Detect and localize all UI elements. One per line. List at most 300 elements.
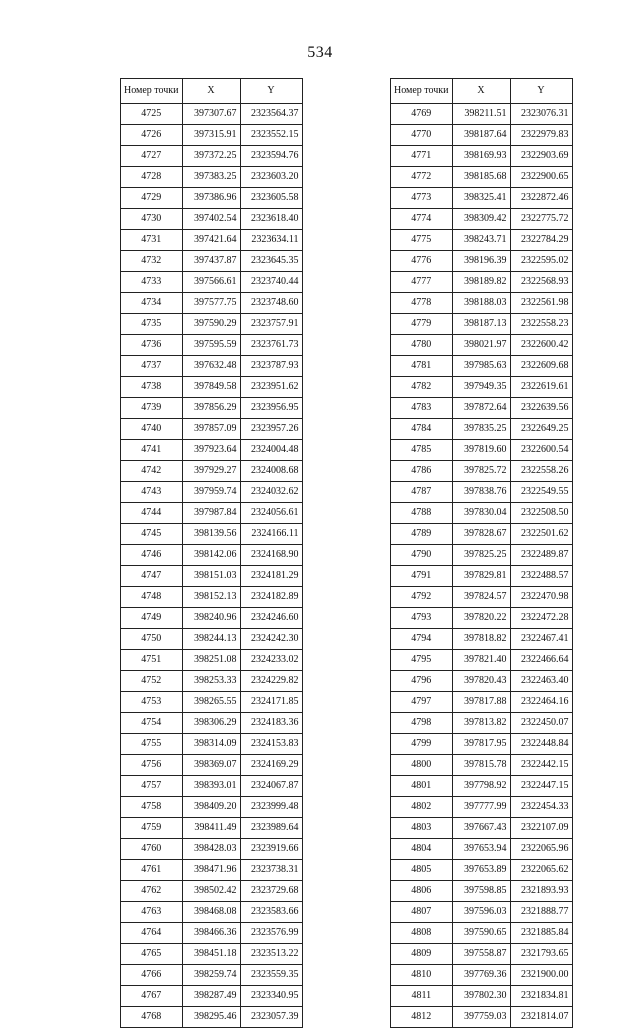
point-number-cell: 4751 bbox=[121, 650, 183, 671]
y-cell: 2324153.83 bbox=[240, 734, 302, 755]
table-row bbox=[121, 839, 303, 860]
y-cell: 2323740.44 bbox=[240, 272, 302, 293]
table-row bbox=[121, 461, 303, 482]
x-cell: 397817.95 bbox=[452, 734, 510, 755]
table-row bbox=[121, 944, 303, 965]
x-cell: 398468.08 bbox=[182, 902, 240, 923]
point-number-cell: 4749 bbox=[121, 608, 183, 629]
x-cell: 397835.25 bbox=[452, 419, 510, 440]
y-cell: 2324182.89 bbox=[240, 587, 302, 608]
point-number-cell: 4730 bbox=[121, 209, 183, 230]
x-cell: 398451.18 bbox=[182, 944, 240, 965]
y-cell: 2324056.61 bbox=[240, 503, 302, 524]
table-row bbox=[121, 902, 303, 923]
x-cell: 397829.81 bbox=[452, 566, 510, 587]
table-row bbox=[121, 314, 303, 335]
point-number-cell: 4773 bbox=[391, 188, 453, 209]
table-row bbox=[121, 419, 303, 440]
y-cell: 2324166.11 bbox=[240, 524, 302, 545]
y-cell: 2322107.09 bbox=[510, 818, 572, 839]
point-number-cell: 4731 bbox=[121, 230, 183, 251]
header-point-number: Номер точки bbox=[391, 79, 453, 104]
x-cell: 397872.64 bbox=[452, 398, 510, 419]
x-cell: 397802.30 bbox=[452, 986, 510, 1007]
x-cell: 398287.49 bbox=[182, 986, 240, 1007]
y-cell: 2324183.36 bbox=[240, 713, 302, 734]
table-row bbox=[121, 608, 303, 629]
point-number-cell: 4760 bbox=[121, 839, 183, 860]
point-number-cell: 4799 bbox=[391, 734, 453, 755]
table-row bbox=[121, 146, 303, 167]
x-cell: 397949.35 bbox=[452, 377, 510, 398]
y-cell: 2321834.81 bbox=[510, 986, 572, 1007]
table-row bbox=[391, 167, 573, 188]
point-number-cell: 4780 bbox=[391, 335, 453, 356]
table-row bbox=[391, 608, 573, 629]
y-cell: 2324169.29 bbox=[240, 755, 302, 776]
table-row bbox=[391, 209, 573, 230]
header-x: X bbox=[452, 79, 510, 104]
x-cell: 397307.67 bbox=[182, 104, 240, 125]
table-row bbox=[121, 734, 303, 755]
x-cell: 397857.09 bbox=[182, 419, 240, 440]
point-number-cell: 4797 bbox=[391, 692, 453, 713]
x-cell: 397595.59 bbox=[182, 335, 240, 356]
y-cell: 2322775.72 bbox=[510, 209, 572, 230]
point-number-cell: 4809 bbox=[391, 944, 453, 965]
point-number-cell: 4767 bbox=[121, 986, 183, 1007]
y-cell: 2324233.02 bbox=[240, 650, 302, 671]
table-row bbox=[121, 755, 303, 776]
point-number-cell: 4810 bbox=[391, 965, 453, 986]
x-cell: 397929.27 bbox=[182, 461, 240, 482]
x-cell: 398187.64 bbox=[452, 125, 510, 146]
x-cell: 397315.91 bbox=[182, 125, 240, 146]
y-cell: 2321885.84 bbox=[510, 923, 572, 944]
point-number-cell: 4743 bbox=[121, 482, 183, 503]
x-cell: 397987.84 bbox=[182, 503, 240, 524]
point-number-cell: 4789 bbox=[391, 524, 453, 545]
point-number-cell: 4779 bbox=[391, 314, 453, 335]
point-number-cell: 4793 bbox=[391, 608, 453, 629]
point-number-cell: 4726 bbox=[121, 125, 183, 146]
point-number-cell: 4761 bbox=[121, 860, 183, 881]
table-row bbox=[391, 314, 573, 335]
y-cell: 2323645.35 bbox=[240, 251, 302, 272]
y-cell: 2322448.84 bbox=[510, 734, 572, 755]
point-number-cell: 4762 bbox=[121, 881, 183, 902]
table-row bbox=[121, 692, 303, 713]
coordinates-table-right bbox=[390, 78, 573, 1028]
table-row bbox=[391, 650, 573, 671]
table-row bbox=[121, 587, 303, 608]
y-cell: 2323076.31 bbox=[510, 104, 572, 125]
y-cell: 2322065.62 bbox=[510, 860, 572, 881]
table-row bbox=[121, 377, 303, 398]
table-row bbox=[121, 440, 303, 461]
table-row bbox=[391, 377, 573, 398]
table-row bbox=[121, 545, 303, 566]
y-cell: 2324067.87 bbox=[240, 776, 302, 797]
x-cell: 398251.08 bbox=[182, 650, 240, 671]
point-number-cell: 4812 bbox=[391, 1007, 453, 1028]
table-row bbox=[391, 335, 573, 356]
y-cell: 2324171.85 bbox=[240, 692, 302, 713]
y-cell: 2322649.25 bbox=[510, 419, 572, 440]
y-cell: 2323340.95 bbox=[240, 986, 302, 1007]
y-cell: 2324246.60 bbox=[240, 608, 302, 629]
table-row bbox=[121, 524, 303, 545]
x-cell: 398393.01 bbox=[182, 776, 240, 797]
point-number-cell: 4802 bbox=[391, 797, 453, 818]
point-number-cell: 4803 bbox=[391, 818, 453, 839]
x-cell: 397825.72 bbox=[452, 461, 510, 482]
x-cell: 397759.03 bbox=[452, 1007, 510, 1028]
x-cell: 398185.68 bbox=[452, 167, 510, 188]
table-row bbox=[121, 629, 303, 650]
x-cell: 397632.48 bbox=[182, 356, 240, 377]
point-number-cell: 4788 bbox=[391, 503, 453, 524]
table-row bbox=[121, 566, 303, 587]
table-row bbox=[121, 167, 303, 188]
x-cell: 397402.54 bbox=[182, 209, 240, 230]
y-cell: 2323559.35 bbox=[240, 965, 302, 986]
x-cell: 398411.49 bbox=[182, 818, 240, 839]
x-cell: 398265.55 bbox=[182, 692, 240, 713]
x-cell: 398187.13 bbox=[452, 314, 510, 335]
x-cell: 398169.93 bbox=[452, 146, 510, 167]
y-cell: 2321900.00 bbox=[510, 965, 572, 986]
table-row bbox=[121, 650, 303, 671]
x-cell: 398188.03 bbox=[452, 293, 510, 314]
table-row bbox=[121, 335, 303, 356]
table-row bbox=[391, 902, 573, 923]
table-row bbox=[391, 692, 573, 713]
table-row bbox=[121, 398, 303, 419]
x-cell: 398325.41 bbox=[452, 188, 510, 209]
y-cell: 2323999.48 bbox=[240, 797, 302, 818]
x-cell: 397769.36 bbox=[452, 965, 510, 986]
y-cell: 2323957.26 bbox=[240, 419, 302, 440]
x-cell: 398196.39 bbox=[452, 251, 510, 272]
point-number-cell: 4777 bbox=[391, 272, 453, 293]
point-number-cell: 4725 bbox=[121, 104, 183, 125]
y-cell: 2322568.93 bbox=[510, 272, 572, 293]
point-number-cell: 4747 bbox=[121, 566, 183, 587]
point-number-cell: 4729 bbox=[121, 188, 183, 209]
y-cell: 2322595.02 bbox=[510, 251, 572, 272]
table-row bbox=[391, 923, 573, 944]
x-cell: 397838.76 bbox=[452, 482, 510, 503]
table-row bbox=[121, 188, 303, 209]
y-cell: 2323748.60 bbox=[240, 293, 302, 314]
table-row bbox=[121, 965, 303, 986]
y-cell: 2323576.99 bbox=[240, 923, 302, 944]
y-cell: 2322464.16 bbox=[510, 692, 572, 713]
y-cell: 2323738.31 bbox=[240, 860, 302, 881]
point-number-cell: 4768 bbox=[121, 1007, 183, 1028]
x-cell: 397817.88 bbox=[452, 692, 510, 713]
table-row bbox=[121, 503, 303, 524]
y-cell: 2322639.56 bbox=[510, 398, 572, 419]
point-number-cell: 4763 bbox=[121, 902, 183, 923]
header-y: Y bbox=[240, 79, 302, 104]
header-y: Y bbox=[510, 79, 572, 104]
x-cell: 398189.82 bbox=[452, 272, 510, 293]
y-cell: 2322549.55 bbox=[510, 482, 572, 503]
point-number-cell: 4758 bbox=[121, 797, 183, 818]
y-cell: 2322903.69 bbox=[510, 146, 572, 167]
point-number-cell: 4736 bbox=[121, 335, 183, 356]
y-cell: 2324181.29 bbox=[240, 566, 302, 587]
table-row bbox=[121, 272, 303, 293]
table-row bbox=[391, 356, 573, 377]
point-number-cell: 4811 bbox=[391, 986, 453, 1007]
x-cell: 397820.43 bbox=[452, 671, 510, 692]
point-number-cell: 4801 bbox=[391, 776, 453, 797]
table-row bbox=[391, 419, 573, 440]
y-cell: 2322600.54 bbox=[510, 440, 572, 461]
table-row bbox=[391, 944, 573, 965]
x-cell: 398314.09 bbox=[182, 734, 240, 755]
y-cell: 2323594.76 bbox=[240, 146, 302, 167]
table-header-row bbox=[121, 79, 303, 104]
x-cell: 397824.57 bbox=[452, 587, 510, 608]
x-cell: 397590.29 bbox=[182, 314, 240, 335]
point-number-cell: 4774 bbox=[391, 209, 453, 230]
y-cell: 2324168.90 bbox=[240, 545, 302, 566]
point-number-cell: 4757 bbox=[121, 776, 183, 797]
y-cell: 2323956.95 bbox=[240, 398, 302, 419]
x-cell: 398369.07 bbox=[182, 755, 240, 776]
y-cell: 2323787.93 bbox=[240, 356, 302, 377]
table-row bbox=[121, 818, 303, 839]
point-number-cell: 4796 bbox=[391, 671, 453, 692]
x-cell: 398240.96 bbox=[182, 608, 240, 629]
table-row bbox=[391, 818, 573, 839]
table-row bbox=[391, 482, 573, 503]
table-row bbox=[121, 713, 303, 734]
y-cell: 2322979.83 bbox=[510, 125, 572, 146]
x-cell: 398259.74 bbox=[182, 965, 240, 986]
y-cell: 2324229.82 bbox=[240, 671, 302, 692]
x-cell: 397566.61 bbox=[182, 272, 240, 293]
point-number-cell: 4742 bbox=[121, 461, 183, 482]
table-row bbox=[391, 188, 573, 209]
table-row bbox=[391, 755, 573, 776]
y-cell: 2322900.65 bbox=[510, 167, 572, 188]
coordinates-table-left bbox=[120, 78, 303, 1028]
table-row bbox=[121, 293, 303, 314]
point-number-cell: 4754 bbox=[121, 713, 183, 734]
table-row bbox=[121, 860, 303, 881]
table-row bbox=[121, 356, 303, 377]
x-cell: 397819.60 bbox=[452, 440, 510, 461]
x-cell: 397815.78 bbox=[452, 755, 510, 776]
y-cell: 2323729.68 bbox=[240, 881, 302, 902]
point-number-cell: 4728 bbox=[121, 167, 183, 188]
table-row bbox=[391, 461, 573, 482]
y-cell: 2323951.62 bbox=[240, 377, 302, 398]
point-number-cell: 4748 bbox=[121, 587, 183, 608]
point-number-cell: 4750 bbox=[121, 629, 183, 650]
point-number-cell: 4746 bbox=[121, 545, 183, 566]
x-cell: 398295.46 bbox=[182, 1007, 240, 1028]
point-number-cell: 4753 bbox=[121, 692, 183, 713]
y-cell: 2322501.62 bbox=[510, 524, 572, 545]
y-cell: 2322472.28 bbox=[510, 608, 572, 629]
table-row bbox=[391, 986, 573, 1007]
y-cell: 2321793.65 bbox=[510, 944, 572, 965]
point-number-cell: 4737 bbox=[121, 356, 183, 377]
y-cell: 2322454.33 bbox=[510, 797, 572, 818]
point-number-cell: 4778 bbox=[391, 293, 453, 314]
table-row bbox=[391, 965, 573, 986]
page-number: 534 bbox=[307, 44, 333, 61]
table-header-row bbox=[391, 79, 573, 104]
point-number-cell: 4782 bbox=[391, 377, 453, 398]
table-row bbox=[391, 671, 573, 692]
x-cell: 397923.64 bbox=[182, 440, 240, 461]
y-cell: 2324008.68 bbox=[240, 461, 302, 482]
x-cell: 398253.33 bbox=[182, 671, 240, 692]
x-cell: 397856.29 bbox=[182, 398, 240, 419]
table-row bbox=[121, 1007, 303, 1028]
y-cell: 2323603.20 bbox=[240, 167, 302, 188]
x-cell: 397813.82 bbox=[452, 713, 510, 734]
x-cell: 398428.03 bbox=[182, 839, 240, 860]
table-row bbox=[391, 776, 573, 797]
y-cell: 2322600.42 bbox=[510, 335, 572, 356]
y-cell: 2322447.15 bbox=[510, 776, 572, 797]
y-cell: 2323761.73 bbox=[240, 335, 302, 356]
table-row bbox=[121, 923, 303, 944]
x-cell: 397653.89 bbox=[452, 860, 510, 881]
y-cell: 2322463.40 bbox=[510, 671, 572, 692]
y-cell: 2323552.15 bbox=[240, 125, 302, 146]
point-number-cell: 4798 bbox=[391, 713, 453, 734]
y-cell: 2322065.96 bbox=[510, 839, 572, 860]
x-cell: 397667.43 bbox=[452, 818, 510, 839]
table-row bbox=[391, 398, 573, 419]
table-row bbox=[391, 1007, 573, 1028]
y-cell: 2323583.66 bbox=[240, 902, 302, 923]
x-cell: 397590.65 bbox=[452, 923, 510, 944]
table-row bbox=[391, 839, 573, 860]
y-cell: 2322508.50 bbox=[510, 503, 572, 524]
x-cell: 397828.67 bbox=[452, 524, 510, 545]
point-number-cell: 4795 bbox=[391, 650, 453, 671]
point-number-cell: 4771 bbox=[391, 146, 453, 167]
point-number-cell: 4741 bbox=[121, 440, 183, 461]
x-cell: 398243.71 bbox=[452, 230, 510, 251]
x-cell: 397821.40 bbox=[452, 650, 510, 671]
x-cell: 397959.74 bbox=[182, 482, 240, 503]
y-cell: 2322872.46 bbox=[510, 188, 572, 209]
point-number-cell: 4752 bbox=[121, 671, 183, 692]
y-cell: 2322450.07 bbox=[510, 713, 572, 734]
point-number-cell: 4745 bbox=[121, 524, 183, 545]
y-cell: 2324004.48 bbox=[240, 440, 302, 461]
y-cell: 2323919.66 bbox=[240, 839, 302, 860]
x-cell: 397653.94 bbox=[452, 839, 510, 860]
x-cell: 398021.97 bbox=[452, 335, 510, 356]
y-cell: 2322609.68 bbox=[510, 356, 572, 377]
table-row bbox=[391, 440, 573, 461]
point-number-cell: 4775 bbox=[391, 230, 453, 251]
x-cell: 398139.56 bbox=[182, 524, 240, 545]
x-cell: 398471.96 bbox=[182, 860, 240, 881]
x-cell: 397372.25 bbox=[182, 146, 240, 167]
x-cell: 398306.29 bbox=[182, 713, 240, 734]
y-cell: 2323513.22 bbox=[240, 944, 302, 965]
y-cell: 2322470.98 bbox=[510, 587, 572, 608]
table-row bbox=[121, 482, 303, 503]
x-cell: 397818.82 bbox=[452, 629, 510, 650]
point-number-cell: 4765 bbox=[121, 944, 183, 965]
y-cell: 2324032.62 bbox=[240, 482, 302, 503]
x-cell: 397596.03 bbox=[452, 902, 510, 923]
y-cell: 2322558.26 bbox=[510, 461, 572, 482]
table-row bbox=[391, 251, 573, 272]
x-cell: 398309.42 bbox=[452, 209, 510, 230]
x-cell: 397830.04 bbox=[452, 503, 510, 524]
x-cell: 398244.13 bbox=[182, 629, 240, 650]
point-number-cell: 4766 bbox=[121, 965, 183, 986]
point-number-cell: 4800 bbox=[391, 755, 453, 776]
table-row bbox=[121, 104, 303, 125]
table-row bbox=[121, 125, 303, 146]
table-row bbox=[391, 587, 573, 608]
point-number-cell: 4808 bbox=[391, 923, 453, 944]
point-number-cell: 4787 bbox=[391, 482, 453, 503]
table-row bbox=[391, 524, 573, 545]
x-cell: 397825.25 bbox=[452, 545, 510, 566]
x-cell: 398409.20 bbox=[182, 797, 240, 818]
point-number-cell: 4738 bbox=[121, 377, 183, 398]
point-number-cell: 4772 bbox=[391, 167, 453, 188]
point-number-cell: 4806 bbox=[391, 881, 453, 902]
table-row bbox=[121, 797, 303, 818]
x-cell: 398142.06 bbox=[182, 545, 240, 566]
x-cell: 398502.42 bbox=[182, 881, 240, 902]
y-cell: 2323564.37 bbox=[240, 104, 302, 125]
table-row bbox=[391, 503, 573, 524]
x-cell: 397598.85 bbox=[452, 881, 510, 902]
table-row bbox=[121, 209, 303, 230]
point-number-cell: 4794 bbox=[391, 629, 453, 650]
y-cell: 2321814.07 bbox=[510, 1007, 572, 1028]
point-number-cell: 4764 bbox=[121, 923, 183, 944]
point-number-cell: 4776 bbox=[391, 251, 453, 272]
table-row bbox=[391, 797, 573, 818]
point-number-cell: 4770 bbox=[391, 125, 453, 146]
y-cell: 2323757.91 bbox=[240, 314, 302, 335]
point-number-cell: 4784 bbox=[391, 419, 453, 440]
y-cell: 2322784.29 bbox=[510, 230, 572, 251]
y-cell: 2322619.61 bbox=[510, 377, 572, 398]
x-cell: 398152.13 bbox=[182, 587, 240, 608]
table-row bbox=[391, 629, 573, 650]
x-cell: 398211.51 bbox=[452, 104, 510, 125]
y-cell: 2323605.58 bbox=[240, 188, 302, 209]
y-cell: 2322561.98 bbox=[510, 293, 572, 314]
y-cell: 2322488.57 bbox=[510, 566, 572, 587]
x-cell: 397383.25 bbox=[182, 167, 240, 188]
point-number-cell: 4756 bbox=[121, 755, 183, 776]
y-cell: 2323989.64 bbox=[240, 818, 302, 839]
table-row bbox=[391, 860, 573, 881]
